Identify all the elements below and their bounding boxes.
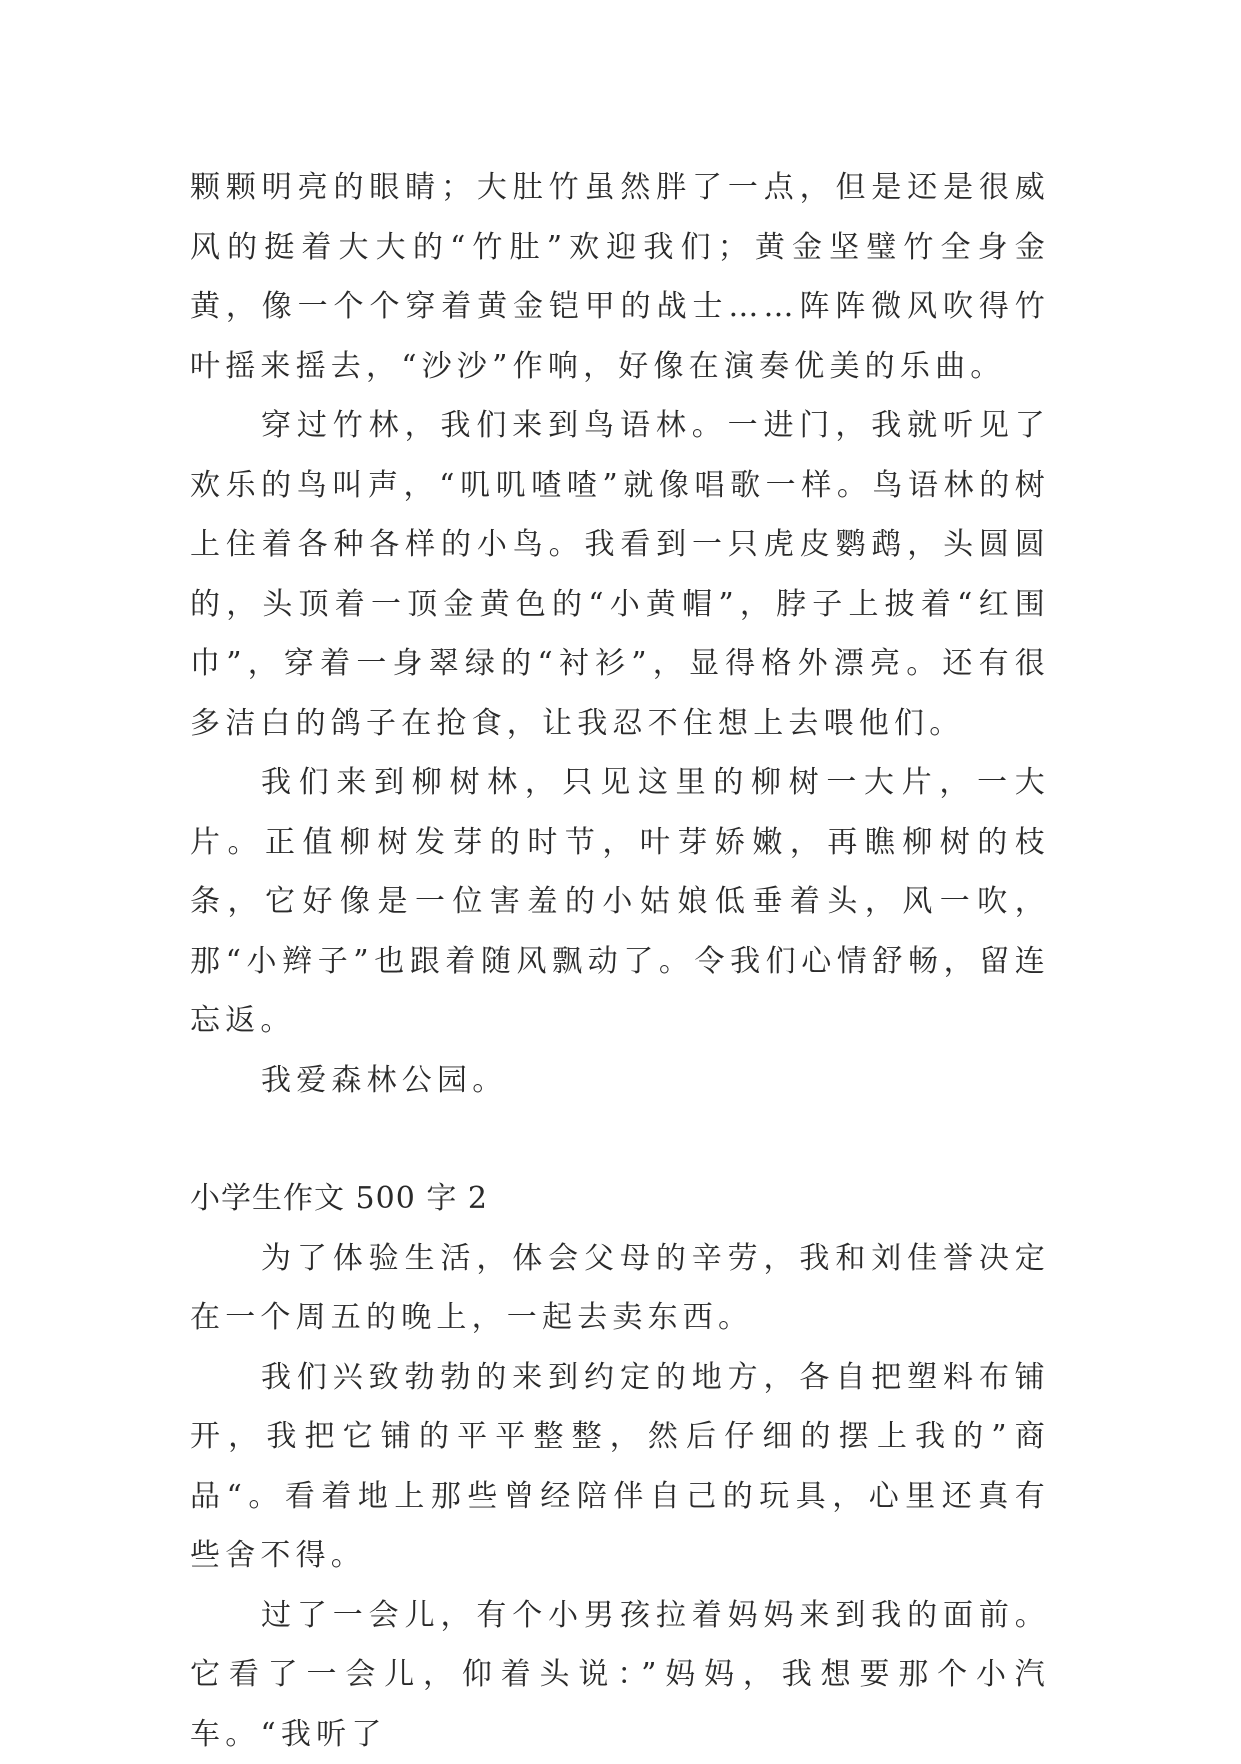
paragraph-bird-forest: 穿过竹林，我们来到鸟语林。一进门，我就听见了欢乐的鸟叫声，“叽叽喳喳”就像唱歌一样。鸟语林的树上住着各种各样的小鸟。我看到一只虎皮鹦鹉，头圆圆的，头顶着一顶金黄色的“小黄帽”，脖子上披着“红围巾”，穿着一身翠绿的“衬衫”，显得格外漂亮。还有很多洁白的鸽子在抢食，让我忍不住想上去喂他们。 (190, 396, 1050, 753)
paragraph-bamboo-continued: 颗颗明亮的眼睛；大肚竹虽然胖了一点，但是还是很威风的挺着大大的“竹肚”欢迎我们；黄金坚璧竹全身金黄，像一个个穿着黄金铠甲的战士……阵阵微风吹得竹叶摇来摇去，“沙沙”作响，好像在演奏优美的乐曲。 (190, 158, 1050, 396)
paragraph-setup-stall: 我们兴致勃勃的来到约定的地方，各自把塑料布铺开，我把它铺的平平整整，然后仔细的摆上我的”商品“。看着地上那些曾经陪伴自己的玩具，心里还真有些舍不得。 (190, 1348, 1050, 1586)
document-body (190, 158, 1050, 1764)
paragraph-conclusion: 我爱森林公园。 (190, 1051, 1050, 1111)
paragraph-first-customer: 过了一会儿，有个小男孩拉着妈妈来到我的面前。它看了一会儿，仰着头说：”妈妈，我想要那个小汽车。“我听了 (190, 1586, 1050, 1764)
paragraph-intro: 为了体验生活，体会父母的辛劳，我和刘佳誉决定在一个周五的晚上，一起去卖东西。 (190, 1229, 1050, 1348)
paragraph-willow-forest: 我们来到柳树林，只见这里的柳树一大片，一大片。正值柳树发芽的时节，叶芽娇嫩，再瞧柳树的枝条，它好像是一位害羞的小姑娘低垂着头，风一吹，那“小辫子”也跟着随风飘动了。令我们心情舒畅，留连忘返。 (190, 753, 1050, 1051)
essay-heading: 小学生作文 500 字 2 (190, 1169, 1050, 1229)
section-spacer (190, 1110, 1050, 1169)
